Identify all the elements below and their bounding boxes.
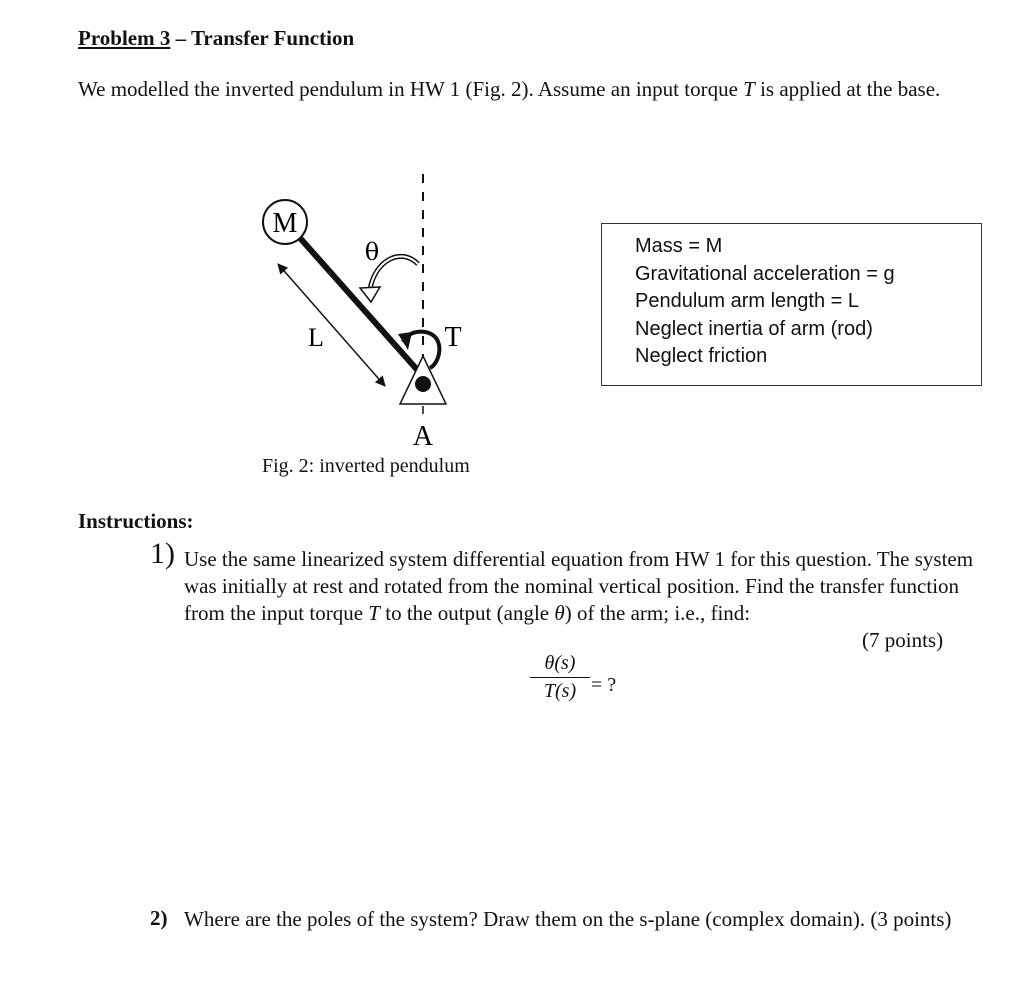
intro-text-1: We modelled the inverted pendulum in HW 1 (Fig. 2). Assume an input torque: [78, 77, 744, 101]
q1-text-part3: ) of the arm; i.e., find:: [564, 601, 751, 625]
parameters-box: [601, 223, 982, 386]
question-2-text: Where are the poles of the system? Draw them on the s-plane (complex domain). (3 points): [184, 907, 952, 931]
question-1-text: [184, 546, 974, 627]
equals-question: = ?: [591, 674, 617, 696]
fraction-denominator: T(s): [543, 680, 577, 702]
intro-torque-symbol: T: [743, 77, 755, 101]
pendulum-figure: [240, 168, 520, 478]
parameter-mass: Mass = M: [635, 235, 723, 257]
parameter-gravity: Gravitational acceleration = g: [635, 262, 895, 285]
parameter-arm-length: Pendulum arm length = L: [635, 290, 860, 312]
figure-caption: Fig. 2: inverted pendulum: [262, 455, 470, 477]
problem-number: Problem 3: [78, 26, 171, 50]
question-1-points: (7 points): [862, 628, 944, 652]
intro-text-2: is applied at the base.: [754, 77, 941, 101]
parameter-neglect-inertia: Neglect inertia of arm (rod): [635, 317, 873, 340]
length-dimension-arrow: [278, 264, 385, 386]
q1-theta-symbol: θ: [554, 601, 565, 625]
q1-text-part1: Use the same linearized system differential equation from HW 1 for this question. The system was initially at rest and rotated from the nominal vertical position. Find the transfer function from the input torque: [184, 547, 974, 625]
question-1-number: 1): [150, 537, 175, 570]
q1-torque-symbol: T: [368, 601, 380, 625]
problem-title-text: – Transfer Function: [170, 26, 355, 50]
angle-arrowhead: [360, 287, 380, 302]
mass-label: M: [272, 208, 298, 239]
pivot-joint: [415, 376, 431, 392]
q1-text-part2: to the output (angle: [379, 601, 555, 625]
instructions-heading: Instructions:: [78, 509, 194, 533]
pivot-label: A: [412, 421, 434, 452]
parameter-neglect-friction: Neglect friction: [635, 345, 768, 367]
intro-paragraph: [78, 76, 1008, 103]
angle-label: θ: [364, 238, 380, 266]
torque-label: T: [444, 322, 462, 353]
question-2-number: 2): [150, 906, 168, 930]
fraction-numerator: θ(s): [530, 652, 590, 678]
problem-title: [78, 26, 354, 51]
transfer-function-fraction: [530, 652, 590, 703]
length-label: L: [308, 323, 324, 352]
